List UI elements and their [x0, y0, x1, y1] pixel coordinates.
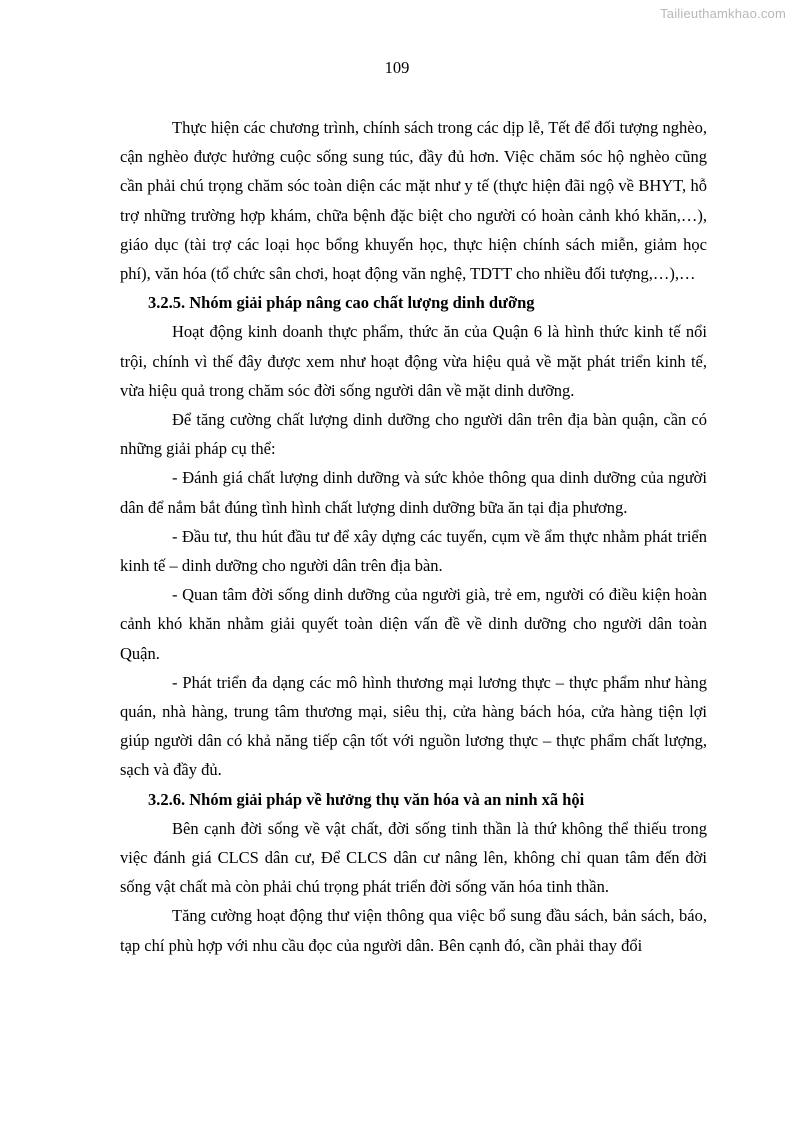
paragraph-nutrition-intro: Để tăng cường chất lượng dinh dưỡng cho người dân trên địa bàn quận, cần có những giải pháp cụ thể: [120, 410, 707, 459]
list-item-food-investment: - Đầu tư, thu hút đầu tư để xây dựng các tuyến, cụm về ẩm thực nhằm phát triển kinh tế – dinh dưỡng cho người dân trên địa bàn. [120, 526, 707, 576]
heading-nutrition-solutions: 3.2.5. Nhóm giải pháp nâng cao chất lượng dinh dưỡng [148, 293, 535, 313]
paragraph-food-business: Hoạt động kinh doanh thực phẩm, thức ăn của Quận 6 là hình thức kinh tế nổi trội, chính vì thế đây được xem như hoạt động vừa hiệu quả về mặt phát triển kinh tế, vừa hiệu quả trong chăm sóc đời sống người dân về mặt dinh dưỡng. [120, 322, 707, 400]
page-number: 109 [384, 58, 410, 77]
list-item-vulnerable-nutrition: - Quan tâm đời sống dinh dưỡng của người già, trẻ em, người có điều kiện hoàn cảnh khó khăn nhằm giải quyết toàn diện vấn đề về dinh dưỡng cho người dân toàn Quận. [120, 585, 707, 663]
paragraph-spiritual-life: Bên cạnh đời sống về vật chất, đời sống tinh thần là thứ không thể thiếu trong việc đánh giá CLCS dân cư, Để CLCS dân cư nâng lên, không chỉ quan tâm đến đời sống vật chất mà còn phải chú trọng phát triển đời sống văn hóa tinh thần. [120, 818, 707, 897]
list-item-nutrition-assessment: - Đánh giá chất lượng dinh dưỡng và sức khỏe thông qua dinh dưỡng của người dân để nắm bắt đúng tình hình chất lượng dinh dưỡng bữa ăn tại địa phương. [120, 468, 707, 517]
heading-culture-security: 3.2.6. Nhóm giải pháp về hưởng thụ văn hóa và an ninh xã hội [148, 789, 585, 809]
paragraph-poverty-programs: Thực hiện các chương trình, chính sách trong các dịp lễ, Tết để đối tượng nghèo, cận nghèo được hưởng cuộc sống sung túc, đầy đủ hơn. Việc chăm sóc hộ nghèo cũng cần phải chú trọng chăm sóc toàn diện các mặt như y tế (thực hiện đãi ngộ về BHYT, hỗ trợ những trường hợp khám, chữa bệnh đặc biệt cho người có hoàn cảnh khó khăn,…), giáo dục (tài trợ các loại học bổng khuyến học, thực hiện chính sách miễn, giảm học phí), văn hóa (tổ chức sân chơi, hoạt động văn nghệ, TDTT cho nhiều đối tượng,…),… [120, 118, 707, 284]
watermark: Tailieuthamkhao.com [660, 6, 786, 21]
list-item-food-commerce: - Phát triển đa dạng các mô hình thương mại lương thực – thực phẩm như hàng quán, nhà hàng, trung tâm thương mại, siêu thị, cửa hàng bách hóa, cửa hàng tiện lợi giúp người dân có khả năng tiếp cận tốt với nguồn lương thực – thực phẩm chất lượng, sạch và đầy đủ. [120, 672, 707, 780]
paragraph-library-activities: Tăng cường hoạt động thư viện thông qua việc bổ sung đầu sách, bản sách, báo, tạp chí phù hợp với nhu cầu đọc của người dân. Bên cạnh đó, cần phải thay đổi [120, 906, 707, 955]
document-body [120, 113, 707, 960]
